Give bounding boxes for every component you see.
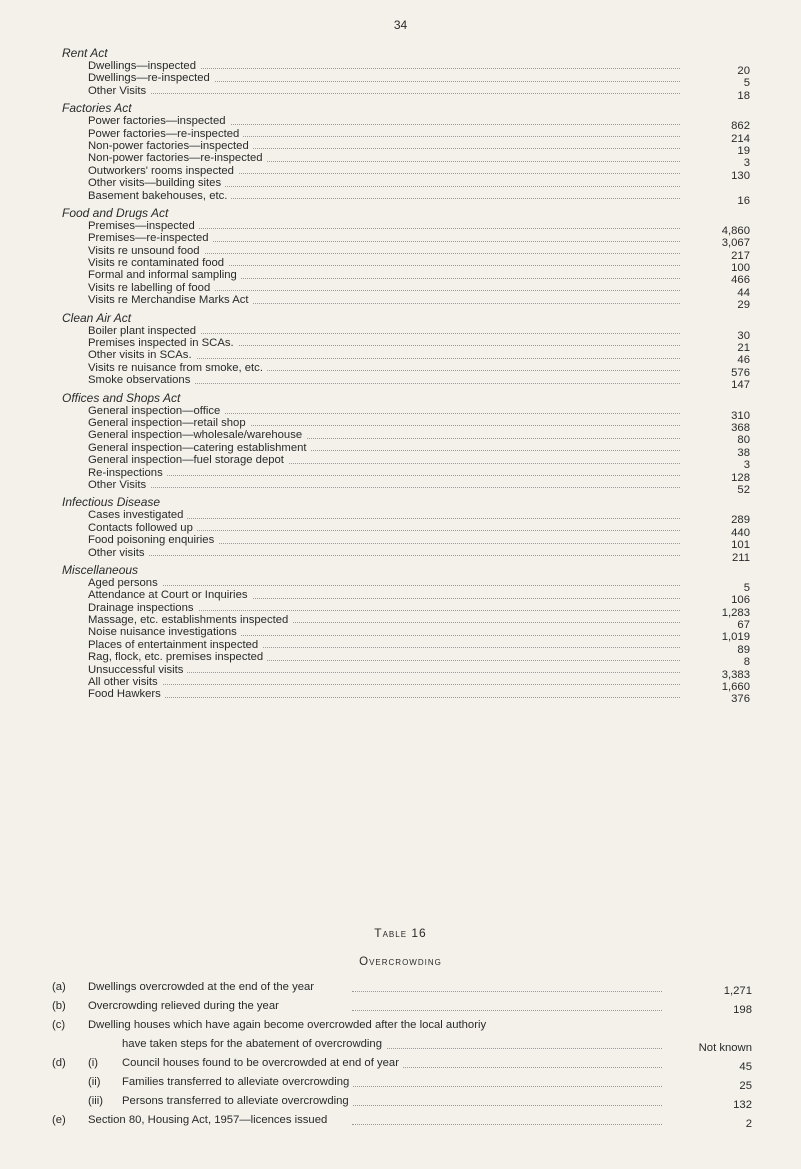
table-row: [52, 1035, 752, 1054]
leader-dots: [352, 1124, 662, 1125]
item-value: 576: [686, 367, 750, 379]
item-label: Food Hawkers: [88, 688, 165, 700]
item-label: Noise nuisance investigations: [88, 626, 241, 638]
section-title: Factories Act: [62, 101, 132, 116]
item-label: Attendance at Court or Inquiries: [88, 589, 252, 601]
row-label: have taken steps for the abatement of overcrowding: [122, 1035, 386, 1054]
list-item: [60, 269, 750, 287]
list-item: [60, 534, 750, 552]
list-item: [60, 416, 750, 434]
row-label: Council houses found to be overcrowded at end of year: [122, 1054, 403, 1073]
item-label: Cases investigated: [88, 509, 187, 521]
item-label: General inspection—wholesale/warehouse: [88, 429, 306, 441]
table-row: [52, 1016, 752, 1035]
item-label: Other Visits: [88, 479, 150, 491]
list-item: [60, 257, 750, 275]
item-value: 289: [686, 514, 750, 526]
list-item: [60, 546, 750, 564]
list-item: [60, 60, 750, 77]
item-label: Non-power factories—inspected: [88, 140, 253, 152]
row-value: 25: [668, 1077, 752, 1096]
leader-dots: [352, 1048, 662, 1049]
list-item: [60, 614, 750, 632]
page-number: 34: [393, 18, 408, 32]
row-value: 132: [668, 1096, 752, 1115]
table-title: Table 16: [374, 926, 427, 940]
item-value: 29: [686, 299, 750, 311]
item-value: 368: [686, 422, 750, 434]
item-value: 5: [686, 77, 750, 89]
list-item: [60, 626, 750, 644]
item-value: 19: [686, 145, 750, 157]
list-item: [60, 324, 750, 342]
item-label: Dwellings—inspected: [88, 60, 200, 72]
item-label: All other visits: [88, 676, 162, 688]
section: [60, 46, 750, 102]
list-item: [60, 349, 750, 367]
list-item: [60, 466, 750, 484]
list-item: [60, 441, 750, 459]
table-row: [52, 978, 752, 997]
row-submarker: (iii): [88, 1095, 104, 1107]
list-item: [60, 663, 750, 681]
table-row: [52, 1092, 752, 1111]
item-value: 46: [686, 354, 750, 366]
row-marker: (a): [52, 981, 66, 993]
item-label: Formal and informal sampling: [88, 269, 241, 281]
list-item: [60, 281, 750, 299]
item-value: 376: [686, 693, 750, 705]
item-label: Power factories—inspected: [88, 115, 230, 127]
item-label: Dwellings—re-inspected: [88, 72, 214, 84]
row-marker: (c): [52, 1019, 66, 1031]
section-title: Food and Drugs Act: [62, 205, 169, 220]
item-value: 52: [686, 484, 750, 496]
section: [60, 101, 750, 207]
item-value: 20: [686, 65, 750, 77]
item-value: 100: [686, 262, 750, 274]
item-label: Boiler plant inspected: [88, 325, 200, 337]
item-label: Aged persons: [88, 577, 162, 589]
item-value: 80: [686, 434, 750, 446]
item-value: 862: [686, 120, 750, 132]
leader-dots: [88, 555, 680, 556]
item-label: Visits re labelling of food: [88, 282, 214, 294]
list-item: [60, 115, 750, 133]
item-value: 18: [686, 90, 750, 102]
list-item: [60, 219, 750, 237]
list-item: [60, 232, 750, 250]
section: [60, 562, 750, 706]
row-label: Families transferred to alleviate overcrowding: [122, 1073, 353, 1092]
item-value: 3: [686, 459, 750, 471]
item-value: 3,383: [686, 669, 750, 681]
item-label: Other Visits: [88, 85, 150, 97]
item-value: 217: [686, 250, 750, 262]
item-value: 130: [686, 170, 750, 182]
list-item: [60, 429, 750, 447]
item-label: Other visits: [88, 547, 149, 559]
section-title: Offices and Shops Act: [62, 390, 181, 405]
item-label: Smoke observations: [88, 374, 194, 386]
row-value: 1,271: [668, 982, 752, 1001]
list-item: [60, 164, 750, 182]
item-value: 211: [686, 552, 750, 564]
section-title: Infectious Disease: [62, 495, 161, 510]
inspections-list: [0, 46, 801, 705]
section-title: Miscellaneous: [62, 562, 139, 577]
leader-dots: [352, 991, 662, 992]
list-item: [60, 152, 750, 170]
leader-dots: [352, 1086, 662, 1087]
table-subtitle: Overcrowding: [359, 956, 442, 968]
item-value: 5: [686, 582, 750, 594]
list-item: [60, 189, 750, 207]
row-value: Not known: [668, 1039, 752, 1058]
list-item: [60, 374, 750, 392]
leader-dots: [88, 93, 680, 94]
list-item: [60, 601, 750, 619]
item-value: 67: [686, 619, 750, 631]
item-value: 3: [686, 157, 750, 169]
row-value: 2: [668, 1115, 752, 1134]
item-value: 21: [686, 342, 750, 354]
item-label: Premises—re-inspected: [88, 232, 213, 244]
list-item: [60, 361, 750, 379]
item-value: 106: [686, 594, 750, 606]
list-item: [60, 688, 750, 706]
item-value: 38: [686, 447, 750, 459]
item-label: Places of entertainment inspected: [88, 639, 262, 651]
item-label: Other visits—building sites: [88, 177, 225, 189]
row-marker: (e): [52, 1114, 66, 1126]
leader-dots: [88, 697, 680, 698]
section-title: Rent Act: [62, 46, 108, 60]
item-value: 4,860: [686, 225, 750, 237]
item-value: 1,283: [686, 607, 750, 619]
item-value: 440: [686, 527, 750, 539]
item-label: Visits re nuisance from smoke, etc.: [88, 362, 267, 374]
list-item: [60, 509, 750, 527]
item-label: Drainage inspections: [88, 602, 198, 614]
item-value: 101: [686, 539, 750, 551]
item-label: Visits re Merchandise Marks Act: [88, 294, 253, 306]
list-item: [60, 638, 750, 656]
table-row: [52, 1111, 752, 1130]
leader-dots: [88, 475, 680, 476]
item-label: Contacts followed up: [88, 522, 197, 534]
item-label: General inspection—office: [88, 405, 224, 417]
item-label: Non-power factories—re-inspected: [88, 152, 267, 164]
item-value: 128: [686, 472, 750, 484]
overcrowding-table: [52, 978, 752, 1130]
list-item: [60, 651, 750, 669]
item-value: 1,660: [686, 681, 750, 693]
list-item: [60, 576, 750, 594]
item-label: Unsuccessful visits: [88, 664, 187, 676]
list-item: [60, 244, 750, 262]
item-label: General inspection—catering establishment: [88, 442, 311, 454]
table-row: [52, 1054, 752, 1073]
row-label: Dwellings overcrowded at the end of the year: [88, 978, 318, 997]
row-value: 198: [668, 1001, 752, 1020]
item-value: 89: [686, 644, 750, 656]
item-label: Power factories—re-inspected: [88, 128, 243, 140]
item-value: 466: [686, 274, 750, 286]
item-value: 30: [686, 330, 750, 342]
list-item: [60, 294, 750, 312]
table-row: [52, 1073, 752, 1092]
item-label: Visits re contaminated food: [88, 257, 228, 269]
item-label: Outworkers' rooms inspected: [88, 165, 238, 177]
list-item: [60, 84, 750, 102]
item-value: 310: [686, 410, 750, 422]
list-item: [60, 676, 750, 694]
item-label: Re-inspections: [88, 467, 167, 479]
row-submarker: (ii): [88, 1076, 101, 1088]
item-value: 214: [686, 133, 750, 145]
item-label: Premises—inspected: [88, 220, 199, 232]
table-row: [52, 997, 752, 1016]
leader-dots: [88, 487, 680, 488]
leader-dots: [88, 684, 680, 685]
list-item: [60, 478, 750, 496]
item-label: Massage, etc. establishments inspected: [88, 614, 292, 626]
item-label: Premises inspected in SCAs.: [88, 337, 238, 349]
item-value: 8: [686, 656, 750, 668]
row-value: 45: [668, 1058, 752, 1077]
item-label: Other visits in SCAs.: [88, 349, 196, 361]
item-label: Rag, flock, etc. premises inspected: [88, 651, 267, 663]
row-label: Persons transferred to alleviate overcrowding: [122, 1092, 353, 1111]
list-item: [60, 337, 750, 355]
list-item: [60, 177, 750, 189]
leader-dots: [88, 585, 680, 586]
row-label: Section 80, Housing Act, 1957—licences issued: [88, 1111, 331, 1130]
list-item: [60, 589, 750, 607]
list-item: [60, 127, 750, 145]
item-label: General inspection—retail shop: [88, 417, 250, 429]
item-label: Visits re unsound food: [88, 245, 204, 257]
item-label: General inspection—fuel storage depot: [88, 454, 288, 466]
item-label: Basement bakehouses, etc.: [88, 190, 231, 202]
row-marker: (d): [52, 1057, 66, 1069]
item-label: Food poisoning enquiries: [88, 534, 218, 546]
item-value: 3,067: [686, 237, 750, 249]
item-value: 44: [686, 287, 750, 299]
item-value: 16: [686, 195, 750, 207]
list-item: [60, 454, 750, 472]
section: [60, 205, 750, 312]
list-item: [60, 404, 750, 422]
section-title: Clean Air Act: [62, 310, 132, 325]
section: [60, 390, 750, 496]
list-item: [60, 139, 750, 157]
leader-dots: [352, 1105, 662, 1106]
leader-dots: [352, 1010, 662, 1011]
list-item: [60, 72, 750, 90]
item-value: 147: [686, 379, 750, 391]
section: [60, 310, 750, 392]
item-value: 1,019: [686, 631, 750, 643]
section: [60, 495, 750, 564]
row-marker: (b): [52, 1000, 66, 1012]
row-label: Overcrowding relieved during the year: [88, 997, 283, 1016]
list-item: [60, 521, 750, 539]
row-label: Dwelling houses which have again become overcrowded after the local authoriy: [88, 1016, 490, 1035]
row-submarker: (i): [88, 1057, 99, 1069]
